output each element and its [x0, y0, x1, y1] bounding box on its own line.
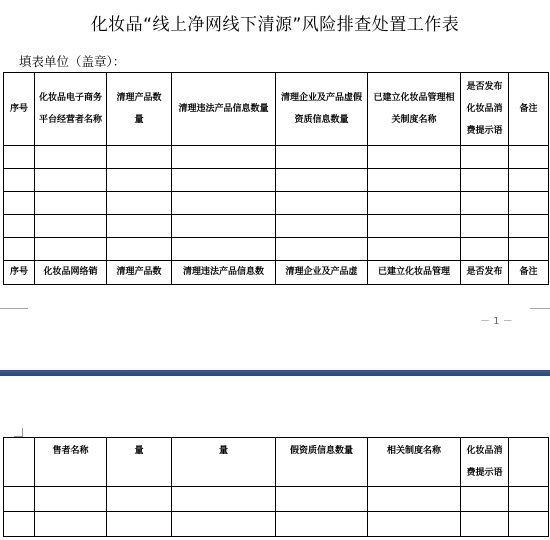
risk-check-table-continued [3, 437, 549, 537]
header-cell-cont: 量 [172, 438, 276, 487]
page-number: － 1 － [480, 316, 513, 327]
repeat-header-cell: 清理产品数 [107, 261, 172, 285]
page-corner-mark [14, 428, 23, 437]
repeat-header-cell: 清理企业及产品虚 [276, 261, 368, 285]
header-cell-cont: 化妆品消费提示语 [461, 438, 509, 487]
repeat-header-cell: 是否发布 [461, 261, 509, 285]
table-row [4, 192, 549, 215]
footer-rule-right [530, 308, 550, 309]
table-header-row [4, 73, 549, 146]
table-row [4, 169, 549, 192]
header-cell-false-qualification: 清理企业及产品虚假资质信息数量 [276, 73, 368, 146]
header-cell-cont: 假资质信息数量 [276, 438, 368, 487]
table-row [4, 146, 549, 169]
repeat-header-cell: 清理违法产品信息数 [172, 261, 276, 285]
header-cell-cont: 量 [107, 438, 172, 487]
page-gap [0, 360, 550, 370]
table-header-row-continued [4, 438, 549, 487]
header-cell-cont: 售者名称 [35, 438, 107, 487]
repeat-header-cell: 序号 [4, 261, 35, 285]
risk-check-table [3, 72, 549, 285]
repeat-header-cell: 化妆品网络销 [35, 261, 107, 285]
footer-rule-left [0, 308, 28, 309]
repeat-header-cell: 已建立化妆品管理 [368, 261, 461, 285]
repeat-header-cell: 备注 [509, 261, 549, 285]
table-row [4, 487, 549, 512]
header-cell-cleared-products: 清理产品数量 [107, 73, 172, 146]
page-title: 化妆品“线上净网线下清源”风险排查处置工作表 [90, 15, 460, 35]
filling-unit-label: 填表单位（盖章）： [19, 54, 126, 69]
header-cell-illegal-info: 清理违法产品信息数量 [172, 73, 276, 146]
repeated-header-row [4, 261, 549, 285]
header-cell-no: 序号 [4, 73, 35, 146]
header-cell-cont [509, 438, 549, 487]
header-cell-cont [4, 438, 35, 487]
header-cell-cont: 相关制度名称 [368, 438, 461, 487]
header-cell-platform-name: 化妆品电子商务平台经营者名称 [35, 73, 107, 146]
table-row [4, 512, 549, 537]
header-cell-management-system: 已建立化妆品管理相关制度名称 [368, 73, 461, 146]
table-row [4, 215, 549, 238]
table-row [4, 238, 549, 261]
header-cell-consumer-notice: 是否发布化妆品消费提示语 [461, 73, 509, 146]
header-cell-remarks: 备注 [509, 73, 549, 146]
